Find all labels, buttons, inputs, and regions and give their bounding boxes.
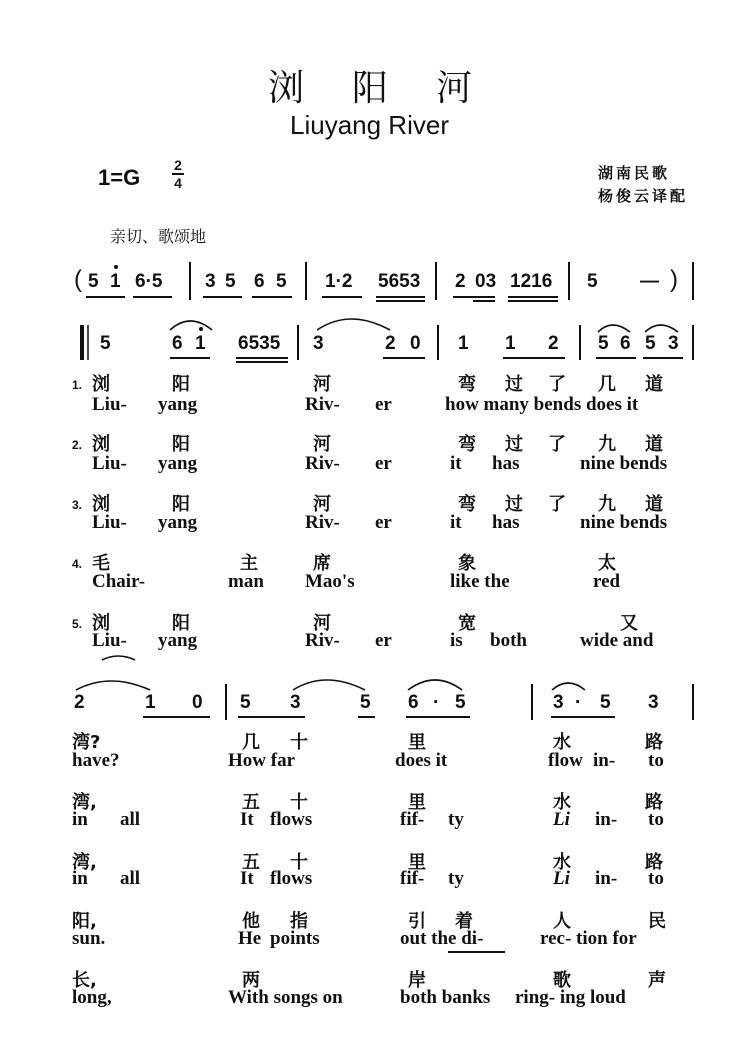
lyric-cn: 主	[240, 553, 258, 574]
lyric-en: Riv-	[305, 512, 340, 533]
lyric-cn: 长,	[72, 970, 97, 991]
lyric-en: points	[270, 928, 320, 949]
lyric-en: rec- tion for	[540, 928, 637, 949]
line1-note: 6	[620, 333, 631, 354]
lyric-en: Liu-	[92, 512, 127, 533]
lyric-en: how many bends does it	[445, 394, 639, 415]
lyric-en: Liu-	[92, 630, 127, 651]
line1-note: 1	[458, 333, 469, 354]
line1-note: 3	[668, 333, 679, 354]
line2-note: 5	[360, 692, 371, 713]
slur	[408, 680, 462, 690]
intro-paren-open: (	[74, 266, 82, 293]
lyric-en: fif-	[400, 868, 425, 889]
beams	[86, 297, 683, 952]
lyric-en: er	[375, 512, 392, 533]
slurs	[76, 319, 678, 690]
verse-number: 3.	[72, 498, 83, 512]
intro-note: 5	[587, 271, 598, 292]
lyric-cn: 席	[313, 553, 331, 574]
credit-arranger: 杨俊云译配	[598, 187, 689, 205]
lyric-en: Riv-	[305, 394, 340, 415]
verse-number: 5.	[72, 617, 83, 631]
lyric-cn: 水	[553, 852, 571, 873]
lyric-cn: 几	[242, 732, 260, 753]
lyric-cn: 路	[645, 732, 663, 753]
high-octave-dot	[114, 265, 118, 269]
lyric-cn: 民	[648, 911, 666, 932]
lyric-en: er	[375, 394, 392, 415]
line2-note: 3	[290, 692, 301, 713]
lyric-en: flow	[548, 750, 583, 771]
slur	[645, 325, 678, 332]
key-signature: 1=G	[98, 165, 141, 190]
line2-note: ·	[433, 692, 440, 713]
lyric-en: nine bends	[580, 453, 668, 474]
lyric-cn: 湾?	[72, 732, 101, 753]
lyric-cn: 道	[645, 374, 663, 395]
lyric-cn: 几	[598, 374, 616, 395]
line1-note: 5	[598, 333, 609, 354]
line2-note: 3	[648, 692, 659, 713]
lyric-en: to	[648, 868, 664, 889]
lyric-cn: 引	[408, 911, 426, 932]
lyric-en: Riv-	[305, 630, 340, 651]
intro-note: 1	[110, 271, 121, 292]
lyric-cn: 路	[645, 792, 663, 813]
lyric-cn: 里	[408, 852, 426, 873]
lyric-cn: 阳	[172, 613, 190, 634]
intro-note: 5653	[378, 271, 421, 292]
lyric-cn: 阳	[172, 434, 190, 455]
lyric-cn: 两	[242, 970, 260, 991]
slur	[552, 683, 585, 690]
lyric-cn: 水	[553, 792, 571, 813]
lyric-cn: 浏	[92, 434, 110, 455]
lyric-cn: 路	[645, 852, 663, 873]
intro-note: 6	[254, 271, 265, 292]
lyric-en: to	[648, 809, 664, 830]
intro-note: 6·5	[135, 271, 163, 292]
intro-note: 3	[205, 271, 216, 292]
line1-note: 1	[505, 333, 516, 354]
lyric-en: has	[492, 512, 520, 533]
line1-note: 5	[645, 333, 656, 354]
slur	[76, 681, 150, 690]
lyric-en: nine bends	[580, 512, 668, 533]
lyric-cn: 过	[505, 494, 523, 515]
lyric-cn: 毛	[92, 553, 110, 574]
lyric-en-italic: Li	[553, 809, 570, 830]
lyric-en: Liu-	[92, 394, 127, 415]
time-top: 2	[174, 157, 182, 173]
lyric-cn: 了	[548, 374, 566, 395]
lyric-cn: 过	[505, 374, 523, 395]
lyric-cn: 道	[645, 494, 663, 515]
lyric-cn: 阳	[172, 494, 190, 515]
lyric-en: flows	[270, 868, 313, 889]
lyric-cn: 九	[598, 434, 616, 455]
lyric-cn: 指	[290, 911, 308, 932]
lyric-en: With songs on	[228, 987, 343, 1008]
lyric-en: It	[240, 809, 254, 830]
lyric-cn: 象	[458, 553, 476, 574]
intro-note: 1216	[510, 271, 553, 292]
lyric-cn: 五	[242, 792, 260, 813]
lyric-en: ty	[448, 868, 464, 889]
lyric-cn: 人	[553, 911, 571, 932]
lyric-cn: 湾,	[72, 852, 97, 873]
time-bottom: 4	[174, 175, 182, 191]
slur	[102, 656, 135, 660]
lyric-cn: 里	[408, 792, 426, 813]
line2-note: 5	[240, 692, 251, 713]
line2-note: 6	[408, 692, 419, 713]
intro-paren-close: )	[670, 266, 678, 293]
lyric-cn: 河	[313, 434, 331, 455]
lyric-en: in-	[595, 868, 618, 889]
lyric-cn: 十	[290, 732, 308, 753]
lyric-cn: 宽	[458, 613, 476, 634]
lyric-cn: 弯	[458, 494, 476, 515]
lyric-en: sun.	[72, 928, 106, 949]
intro-note: 1·2	[325, 271, 353, 292]
lyric-cn: 过	[505, 434, 523, 455]
lyric-cn: 河	[313, 494, 331, 515]
lyric-en: man	[228, 571, 264, 592]
lyric-cn: 又	[620, 613, 638, 634]
intro-note: 5	[225, 271, 236, 292]
lyric-en: in	[72, 809, 88, 830]
lyric-en: in	[72, 868, 88, 889]
line2-note: 0	[192, 692, 203, 713]
slur	[170, 321, 212, 330]
lyric-en: yang	[158, 394, 198, 415]
line2-note: 2	[74, 692, 85, 713]
lyric-en: fif-	[400, 809, 425, 830]
verse-number: 1.	[72, 378, 83, 392]
lyric-en: out the di-	[400, 928, 484, 949]
lyric-en: does it	[395, 750, 448, 771]
credit-folk-song: 湖南民歌	[598, 164, 671, 182]
intro-note: —	[640, 271, 659, 292]
lyric-en: have?	[72, 750, 120, 771]
lyric-en: Liu-	[92, 453, 127, 474]
lyric-en: in-	[593, 750, 616, 771]
lyric-cn: 了	[548, 434, 566, 455]
lyric-cn: 浏	[92, 613, 110, 634]
lyric-cn: 着	[455, 911, 473, 932]
lyric-en: He	[238, 928, 262, 949]
lyric-en: yang	[158, 512, 198, 533]
lyric-cn: 里	[408, 732, 426, 753]
line2-note: ·	[575, 692, 582, 713]
lyric-en-italic: Li	[553, 868, 570, 889]
intro-note: 2	[455, 271, 466, 292]
lyric-en: has	[492, 453, 520, 474]
lyric-en: er	[375, 453, 392, 474]
lyric-en: ring- ing loud	[515, 987, 626, 1008]
line1-note: 3	[313, 333, 324, 354]
slur	[598, 325, 630, 332]
lyric-cn: 十	[290, 792, 308, 813]
lyric-en: Mao's	[305, 571, 355, 592]
line2-note: 1	[145, 692, 156, 713]
lyric-cn: 声	[648, 970, 666, 991]
lyric-cn: 十	[290, 852, 308, 873]
lyric-cn: 岸	[408, 970, 426, 991]
line2-note: 5	[600, 692, 611, 713]
title-chinese: 浏阳河	[268, 68, 521, 109]
lyric-en: all	[120, 868, 141, 889]
slur	[317, 319, 390, 330]
lyric-cn: 湾,	[72, 792, 97, 813]
lyric-cn: 九	[598, 494, 616, 515]
lyric-en: It	[240, 868, 254, 889]
lyric-en: long,	[72, 987, 112, 1008]
high-octave-dot	[199, 327, 203, 331]
lyric-en: Riv-	[305, 453, 340, 474]
lyric-en: both	[490, 630, 527, 651]
lyric-cn: 太	[598, 553, 616, 574]
line1-note: 0	[410, 333, 421, 354]
lyric-cn: 浏	[92, 374, 110, 395]
lyric-en: it	[450, 512, 462, 533]
lyric-en: is	[450, 630, 463, 651]
lyric-cn: 歌	[553, 970, 571, 991]
line2-note: 5	[455, 692, 466, 713]
lyric-cn: 了	[548, 494, 566, 515]
lyric-en: in-	[595, 809, 618, 830]
line1-note: 5	[100, 333, 111, 354]
lyric-cn: 阳,	[72, 911, 97, 932]
lyric-en: Chair-	[92, 571, 146, 592]
lyric-en: red	[593, 571, 621, 592]
lyric-cn: 五	[242, 852, 260, 873]
lyric-cn: 水	[553, 732, 571, 753]
lyric-cn: 河	[313, 374, 331, 395]
intro-note: 5	[88, 271, 99, 292]
lyric-en: to	[648, 750, 664, 771]
lyric-cn: 弯	[458, 434, 476, 455]
intro-note: 5	[276, 271, 287, 292]
line1-note: 2	[548, 333, 559, 354]
lyric-en: both banks	[400, 987, 491, 1008]
intro-note: 03	[475, 271, 497, 292]
lyric-cn: 浏	[92, 494, 110, 515]
lyric-en: flows	[270, 809, 313, 830]
lyric-cn: 他	[242, 911, 260, 932]
line2-note: 3	[553, 692, 564, 713]
lyric-en: wide and	[580, 630, 654, 651]
lyric-en: How far	[228, 750, 296, 771]
lyric-cn: 河	[313, 613, 331, 634]
title-english: Liuyang River	[290, 110, 449, 140]
lyric-en: yang	[158, 453, 198, 474]
verse-number: 2.	[72, 438, 83, 452]
lyric-en: er	[375, 630, 392, 651]
lyric-cn: 阳	[172, 374, 190, 395]
lyric-cn: 道	[645, 434, 663, 455]
lyric-en: all	[120, 809, 141, 830]
lyric-en: ty	[448, 809, 464, 830]
lyric-en: like the	[450, 571, 510, 592]
lyric-en: it	[450, 453, 462, 474]
line1-note: 6	[172, 333, 183, 354]
line1-note: 6535	[238, 333, 281, 354]
tempo-marking: 亲切、歌颂地	[110, 227, 207, 246]
bar-lines	[82, 262, 693, 720]
lyric-en: yang	[158, 630, 198, 651]
line1-note: 1	[195, 333, 206, 354]
verse-number: 4.	[72, 557, 83, 571]
line1-note: 2	[385, 333, 396, 354]
slur	[293, 680, 365, 690]
lyric-cn: 弯	[458, 374, 476, 395]
